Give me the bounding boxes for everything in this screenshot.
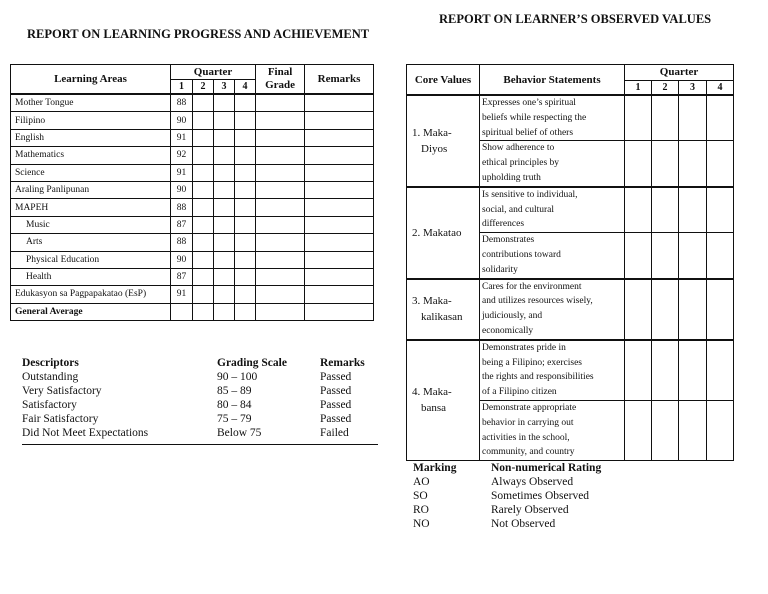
marking-code: NO xyxy=(413,518,430,530)
core-value: 4. Maka- bansa xyxy=(407,340,480,461)
table-row xyxy=(407,279,734,340)
descriptor: Fair Satisfactory xyxy=(22,413,99,425)
list-item xyxy=(22,412,378,426)
list-item xyxy=(413,489,601,503)
table-row xyxy=(11,112,374,129)
table-row xyxy=(11,234,374,251)
quarter-1-grade: 90 xyxy=(171,251,193,268)
table-row xyxy=(11,181,374,198)
subject-name: Araling Panlipunan xyxy=(11,181,171,198)
table-row xyxy=(407,340,734,401)
quarter-1-grade: 87 xyxy=(171,268,193,285)
descriptor: Very Satisfactory xyxy=(22,385,102,397)
list-item xyxy=(413,475,601,489)
descriptors-header-row xyxy=(22,356,378,370)
list-item xyxy=(22,384,378,398)
descriptors-header: Descriptors xyxy=(22,357,79,369)
subject-name: Mathematics xyxy=(11,147,171,164)
subject-name: Music xyxy=(11,216,171,233)
descriptor: Satisfactory xyxy=(22,399,77,411)
subject-name: Filipino xyxy=(11,112,171,129)
grading-scale: 85 – 89 xyxy=(217,385,252,397)
list-item xyxy=(22,370,378,384)
rating-label: Rarely Observed xyxy=(491,504,569,516)
rating-label: Sometimes Observed xyxy=(491,490,590,502)
quarter-1-grade: 88 xyxy=(171,94,193,112)
quarter-1-grade: 87 xyxy=(171,216,193,233)
final-grade-header: Final Grade xyxy=(256,65,305,95)
quarter-4-header: 4 xyxy=(235,80,256,95)
list-item xyxy=(22,398,378,412)
list-item xyxy=(22,426,378,440)
quarter-1-header: 1 xyxy=(171,80,193,95)
behavior-statement: Demonstrates contributions toward solidarity xyxy=(480,233,625,279)
table-row xyxy=(407,187,734,233)
values-report-title: REPORT ON LEARNER’S OBSERVED VALUES xyxy=(439,12,712,26)
quarter-1-grade: 91 xyxy=(171,129,193,146)
quarter-3-header: 3 xyxy=(679,80,707,95)
table-row xyxy=(11,216,374,233)
behavior-statements-header: Behavior Statements xyxy=(480,65,625,96)
behavior-statement: Is sensitive to individual, social, and cultural differences xyxy=(480,187,625,233)
quarter-header: Quarter xyxy=(171,65,256,80)
remarks-header: Remarks xyxy=(305,65,374,95)
subject-name: Mother Tongue xyxy=(11,94,171,112)
observed-values-table xyxy=(406,64,734,461)
general-average-row xyxy=(11,303,374,320)
quarter-header: Quarter xyxy=(625,65,734,81)
progress-report-title: REPORT ON LEARNING PROGRESS AND ACHIEVEMENT xyxy=(27,27,370,41)
behavior-statement: Expresses one’s spiritual beliefs while respecting the spiritual belief of others xyxy=(480,95,625,141)
core-value: 2. Makatao xyxy=(407,187,480,279)
descriptor: Did Not Meet Expectations xyxy=(22,427,149,439)
subject-name: English xyxy=(11,129,171,146)
grading-scale-header: Grading Scale xyxy=(217,357,287,369)
quarter-1-grade: 91 xyxy=(171,164,193,181)
divider xyxy=(22,444,378,445)
remarks-header: Remarks xyxy=(320,357,365,369)
table-row xyxy=(11,251,374,268)
remark: Passed xyxy=(320,413,352,425)
core-values-header: Core Values xyxy=(407,65,480,96)
grading-scale: 80 – 84 xyxy=(217,399,252,411)
grading-scale: 75 – 79 xyxy=(217,413,252,425)
subject-name: Edukasyon sa Pagpapakatao (EsP) xyxy=(11,286,171,303)
behavior-statement: Cares for the environment and utilizes resources wisely, judiciously, and economically xyxy=(480,279,625,340)
table-row xyxy=(11,199,374,216)
marking-code: RO xyxy=(413,504,429,516)
list-item xyxy=(413,503,601,517)
quarter-1-grade: 92 xyxy=(171,147,193,164)
quarter-2-header: 2 xyxy=(652,80,679,95)
rating-header: Non-numerical Rating xyxy=(491,462,602,474)
quarter-1-header: 1 xyxy=(625,80,652,95)
table-row xyxy=(407,95,734,141)
marking-legend xyxy=(413,461,601,531)
subject-name: Arts xyxy=(11,234,171,251)
table-row xyxy=(11,147,374,164)
core-value: 1. Maka- Diyos xyxy=(407,95,480,187)
grading-scale: 90 – 100 xyxy=(217,371,258,383)
marking-code: AO xyxy=(413,476,430,488)
remark: Passed xyxy=(320,399,352,411)
table-row xyxy=(11,94,374,112)
subject-name: Science xyxy=(11,164,171,181)
learning-areas-header: Learning Areas xyxy=(11,65,171,95)
quarter-1-grade: 90 xyxy=(171,181,193,198)
table-row xyxy=(11,286,374,303)
quarter-1-grade: 88 xyxy=(171,199,193,216)
remark: Failed xyxy=(320,427,349,439)
remark: Passed xyxy=(320,385,352,397)
marking-header-row xyxy=(413,461,601,475)
subject-name: Physical Education xyxy=(11,251,171,268)
quarter-3-header: 3 xyxy=(214,80,235,95)
core-value: 3. Maka- kalikasan xyxy=(407,279,480,340)
behavior-statement: Demonstrate appropriate behavior in carrying out activities in the school, community, and country xyxy=(480,400,625,460)
marking-code: SO xyxy=(413,490,428,502)
marking-header: Marking xyxy=(413,462,457,474)
table-row xyxy=(11,129,374,146)
subject-name: Health xyxy=(11,268,171,285)
grading-descriptors-legend xyxy=(22,356,378,445)
quarter-1-grade: 91 xyxy=(171,286,193,303)
table-row xyxy=(11,164,374,181)
rating-label: Not Observed xyxy=(491,518,556,530)
behavior-statement: Show adherence to ethical principles by upholding truth xyxy=(480,141,625,187)
quarter-1-grade: 88 xyxy=(171,234,193,251)
behavior-statement: Demonstrates pride in being a Filipino; exercises the rights and responsibilities of a Filipino citizen xyxy=(480,340,625,401)
quarter-4-header: 4 xyxy=(707,80,734,95)
table-row xyxy=(11,268,374,285)
list-item xyxy=(413,517,601,531)
remark: Passed xyxy=(320,371,352,383)
learning-progress-table xyxy=(10,64,374,321)
quarter-1-grade: 90 xyxy=(171,112,193,129)
grading-scale: Below 75 xyxy=(217,427,262,439)
rating-label: Always Observed xyxy=(491,476,574,488)
general-average-label: General Average xyxy=(11,303,171,320)
descriptor: Outstanding xyxy=(22,371,79,383)
quarter-2-header: 2 xyxy=(193,80,214,95)
subject-name: MAPEH xyxy=(11,199,171,216)
